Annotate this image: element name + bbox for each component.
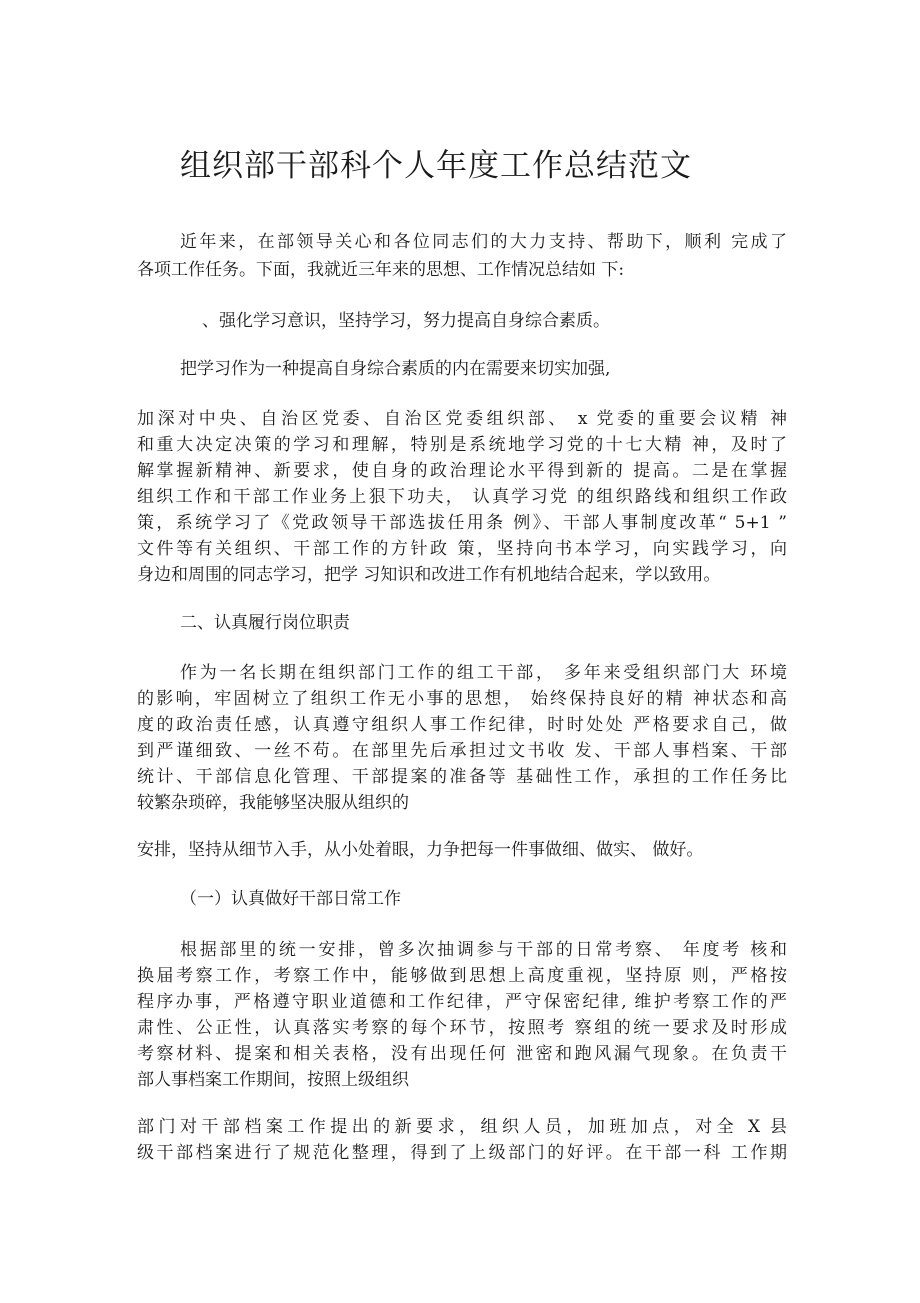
paragraph-line: 考察材料、提案和相关表格，没有出现任何 泄密和跑风漏气现象。在负责干 bbox=[137, 1044, 787, 1064]
paragraph-line: 度的政治责任感，认真遵守组织人事工作纪律，时时处处 严格要求自己，做 bbox=[137, 715, 787, 735]
paragraph-line: 根据部里的统一安排，曾多次抽调参与干部的日常考察、 年度考 核和 bbox=[180, 940, 787, 960]
paragraph-line: 的影响，牢固树立了组织工作无小事的思想， 始终保持良好的精 神状态和高 bbox=[137, 689, 787, 709]
paragraph-line: 级干部档案进行了规范化整理，得到了上级部门的好评。在干部一科 工作期 bbox=[137, 1143, 787, 1163]
paragraph-line: 换届考察工作，考察工作中，能够做到思想上高度重视，坚持原 则，严格按 bbox=[137, 966, 787, 986]
paragraph-line: 作为一名长期在组织部门工作的组工干部， 多年来受组织部门大 环境 bbox=[180, 663, 787, 683]
paragraph-line: 策，系统学习了《党政领导干部选拔任用条 例》、干部人事制度改革“ 5+1 ” bbox=[137, 513, 787, 533]
paragraph-line: 组织工作和干部工作业务上狠下功夫， 认真学习党 的组织路线和组织工作政 bbox=[137, 487, 787, 507]
paragraph-line: 部门对干部档案工作提出的新要求，组织人员，加班加点，对全 X 县 bbox=[137, 1117, 787, 1137]
paragraph-line: 近年来，在部领导关心和各位同志们的大力支持、帮助下，顺利 完成了 bbox=[180, 232, 787, 252]
paragraph-line: 部人事档案工作期间，按照上级组织 bbox=[137, 1070, 409, 1090]
section-heading: 二、认真履行岗位职责 bbox=[180, 613, 350, 633]
paragraph-line: 各项工作任务。下面，我就近三年来的思想、工作情况总结如 下: bbox=[137, 260, 625, 280]
subsection-heading: （一）认真做好干部日常工作 bbox=[180, 889, 401, 909]
paragraph-line: 解掌握新精神、新要求，使自身的政治理论水平得到新的 提高。二是在掌握 bbox=[137, 461, 787, 481]
section-heading: 、强化学习意识，坚持学习，努力提高自身综合素质。 bbox=[202, 311, 610, 331]
paragraph-line: 较繁杂琐碎，我能够坚决服从组织的 bbox=[137, 793, 409, 813]
paragraph-line: 加深对中央、自治区党委、自治区党委组织部、 x 党委的重要会议精 神 bbox=[137, 409, 787, 429]
paragraph-line: 安排，坚持从细节入手，从小处着眼，力争把每一件事做细、做实、 做好。 bbox=[137, 840, 704, 860]
paragraph-line: 和重大决定决策的学习和理解，特别是系统地学习党的十七大精 神，及时了 bbox=[137, 435, 787, 455]
document-title: 组织部干部科个人年度工作总结范文 bbox=[180, 148, 692, 184]
paragraph-line: 到严谨细致、一丝不苟。在部里先后承担过文书收 发、干部人事档案、干部 bbox=[137, 741, 787, 761]
paragraph-line: 把学习作为一种提高自身综合素质的内在需要来切实加强, bbox=[180, 359, 611, 379]
paragraph-line: 身边和周围的同志学习，把学 习知识和改进工作有机地结合起来，学以致用。 bbox=[137, 565, 721, 585]
paragraph-line: 程序办事，严格遵守职业道德和工作纪律，严守保密纪律, 维护考察工作的严 bbox=[137, 992, 787, 1012]
paragraph-line: 文件等有关组织、干部工作的方针政 策，坚持向书本学习，向实践学习，向 bbox=[137, 539, 787, 559]
paragraph-line: 肃性、公正性，认真落实考察的每个环节，按照考 察组的统一要求及时形成 bbox=[137, 1018, 787, 1038]
paragraph-line: 统计、干部信息化管理、干部提案的准备等 基础性工作，承担的工作任务比 bbox=[137, 767, 787, 787]
